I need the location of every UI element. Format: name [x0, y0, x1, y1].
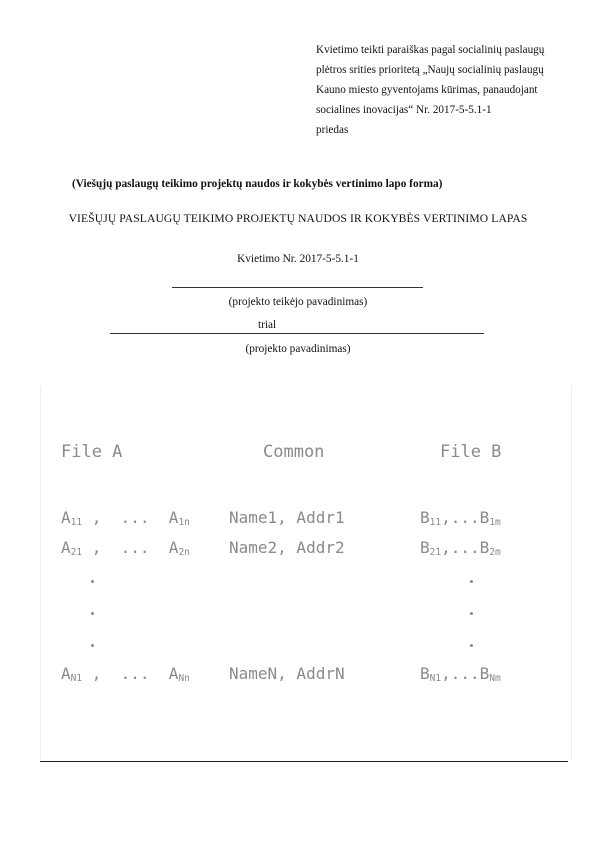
- file-b-header: File B: [440, 442, 502, 462]
- bottom-divider: [40, 761, 568, 762]
- header-line-1: Kvietimo teikti paraiškas pagal socialinių paslaugų: [316, 44, 545, 56]
- ellipsis-dot: [470, 644, 473, 647]
- applicant-name-field[interactable]: [172, 287, 423, 288]
- ellipsis-dot: [470, 612, 473, 615]
- row-n-file-b: $B_{N1},...B_{Nm}$: [420, 664, 501, 684]
- ellipsis-dot: [91, 612, 94, 615]
- header-line-4: socialines inovacijas“ Nr. 2017-5-5.1-1: [316, 104, 492, 116]
- row-1-common: Name1, Addr1: [229, 508, 345, 527]
- row-2-file-b: $B_{21},...B_{2m}$: [420, 538, 501, 558]
- common-header: Common: [263, 442, 325, 462]
- project-name-value: trial: [258, 319, 277, 331]
- row-1-file-a: $A_{11}$ , ... $A_{1n}$: [61, 508, 190, 528]
- call-number: Kvietimo Nr. 2017-5-5.1-1: [237, 253, 359, 265]
- row-2-common: Name2, Addr2: [229, 538, 345, 557]
- row-n-common: NameN, AddrN: [229, 664, 345, 683]
- header-line-5: priedas: [316, 124, 349, 136]
- document-title: VIEŠŲJŲ PASLAUGŲ TEIKIMO PROJEKTŲ NAUDOS IR KOKYBĖS VERTINIMO LAPAS: [68, 212, 528, 225]
- applicant-caption: (projekto teikėjo pavadinimas): [228, 296, 368, 308]
- form-note: (Viešųjų paslaugų teikimo projektų naudos ir kokybės vertinimo lapo forma): [72, 178, 443, 190]
- file-a-header: File A: [61, 442, 123, 462]
- ellipsis-dot: [91, 580, 94, 583]
- ellipsis-dot: [91, 644, 94, 647]
- header-line-2: plėtros srities prioritetą „Naujų socialinių paslaugų: [316, 64, 544, 76]
- row-1-file-b: $B_{11},...B_{1m}$: [420, 508, 501, 528]
- row-2-file-a: $A_{21}$ , ... $A_{2n}$: [61, 538, 190, 558]
- project-caption: (projekto pavadinimas): [245, 343, 351, 355]
- project-name-field[interactable]: [110, 333, 484, 334]
- ellipsis-dot: [470, 580, 473, 583]
- header-line-3: Kauno miesto gyventojams kūrimas, panaudojant: [316, 84, 538, 96]
- row-n-file-a: $A_{N1}$ , ... $A_{Nn}$: [61, 664, 190, 684]
- file-merge-diagram: [40, 386, 572, 760]
